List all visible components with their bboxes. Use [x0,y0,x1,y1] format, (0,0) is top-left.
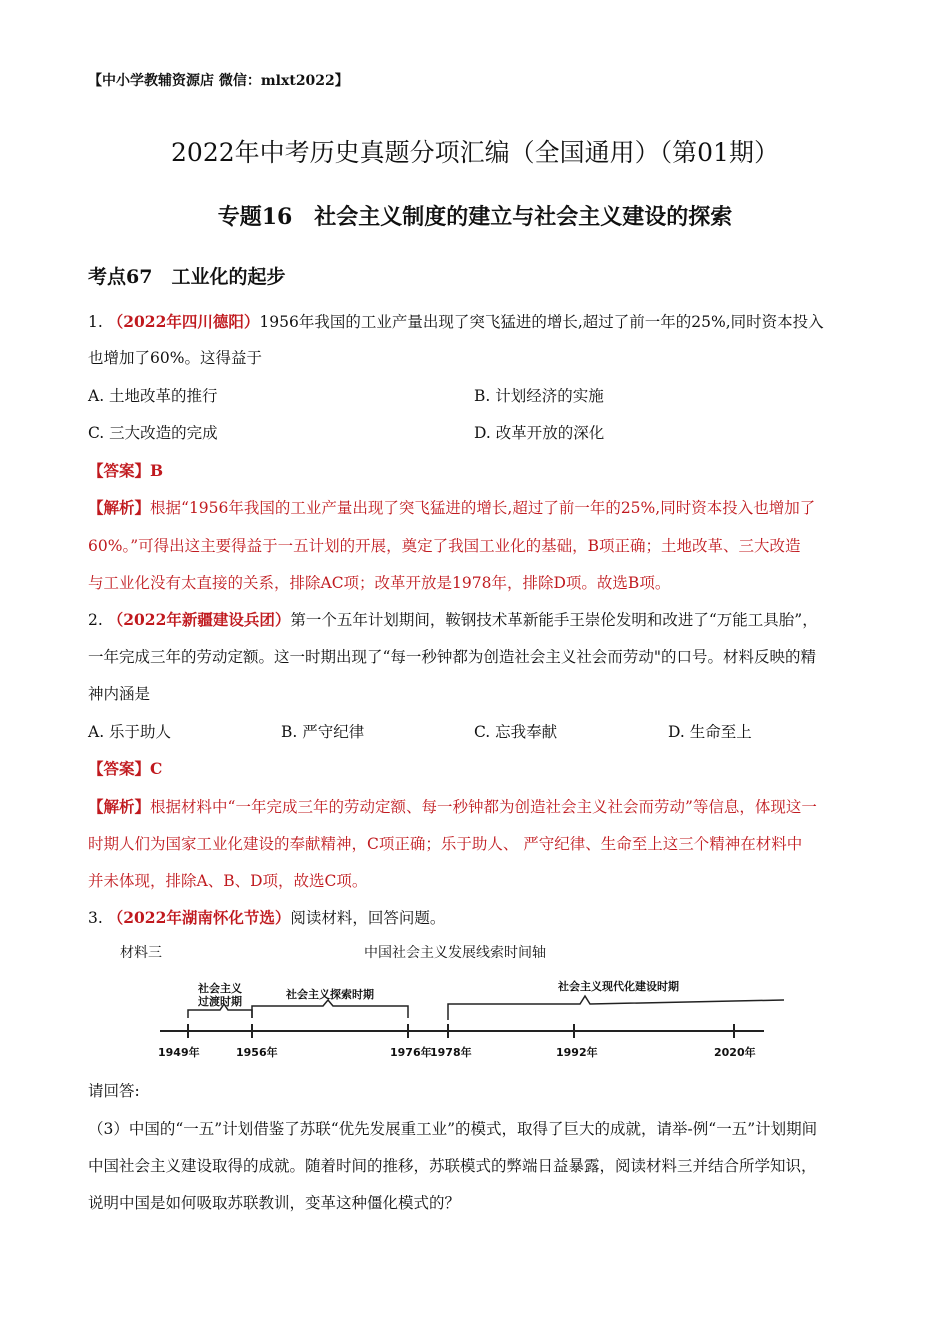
material-label: 材料三 [120,945,162,961]
year-2020: 2020年 [714,1046,756,1059]
q2-option-d: D. 生命至上 [668,723,752,741]
q1-analysis-text1: 根据“1956年我国的工业产量出现了突飞猛进的增长,超过了前一年的25%,同时资本投入也增加了 [150,499,816,517]
q2-answer-value: C [150,759,163,778]
q2-source: （2022年新疆建设兵团） [107,610,291,629]
q2-answer [88,757,868,779]
q1-number: 1. [88,313,103,331]
period-label-modernization: 社会主义现代化建设时期 [558,980,679,993]
q1-analysis-line3: 与工业化没有太直接的关系，排除AC项；改革开放是1978年，排除D项。故选B项。 [88,574,671,592]
q2-analysis-line3: 并未体现，排除A、B、D项，故选C项。 [88,872,368,890]
brace-exploration [252,1000,408,1018]
q3-stem [88,906,868,928]
q1-analysis-line1 [88,496,868,518]
q2-analysis-text1: 根据材料中“一年完成三年的劳动定额、每一秒钟都为创造社会主义社会而劳动”等信息，体现这一 [150,798,817,816]
q3-sub3-line2: 中国社会主义建设取得的成就。随着时间的推移，苏联模式的弊端日益暴露，阅读材料三并结合所学知识， [88,1157,817,1175]
q1-option-b: B. 计划经济的实施 [474,387,604,405]
q2-option-a: A. 乐于助人 [88,723,172,741]
year-1978: 1978年 [430,1046,472,1059]
document-subtitle: 专题16 社会主义制度的建立与社会主义建设的探索 [217,204,733,230]
brace-transition [188,1004,252,1018]
q3-number: 3. [88,909,103,927]
q1-analysis-line2: 60%。”可得出这主要得益于一五计划的开展，奠定了我国工业化的基础，B项正确；土地改革、三大改造 [88,537,801,555]
period-label-transition-line1: 社会主义 [198,982,242,995]
document-title: 2022年中考历史真题分项汇编（全国通用）（第01期） [171,138,779,167]
q2-stem-text1: 第一个五年计划期间，鞍钢技术革新能手王崇伦发明和改进了“万能工具胎”， [290,611,818,629]
q3-sub3-line3: 说明中国是如何吸取苏联教训，变革这种僵化模式的？ [88,1194,461,1212]
q3-prompt: 请回答: [88,1082,140,1100]
q1-stem-text1: 1956年我国的工业产量出现了突飞猛进的增长,超过了前一年的25%,同时资本投入 [259,313,824,331]
q3-sub3-line1: （3）中国的“一五”计划借鉴了苏联“优先发展重工业”的模式，取得了巨大的成就，请举-例“一五”计划期间 [88,1120,818,1138]
q2-stem-line1 [88,608,868,630]
year-1976: 1976年 [390,1046,432,1059]
period-label-transition-line2: 过渡时期 [198,995,242,1008]
q3-stem-text: 阅读材料，回答问题。 [290,909,446,927]
q1-answer-label: 【答案】 [88,461,151,480]
q1-option-d: D. 改革开放的深化 [474,424,605,442]
q2-analysis-label: 【解析】 [88,797,151,816]
q2-option-b: B. 严守纪律 [281,723,365,741]
period-label-exploration: 社会主义探索时期 [286,988,374,1001]
q1-answer-value: B [150,461,164,480]
year-1956: 1956年 [236,1046,278,1059]
q1-analysis-label: 【解析】 [88,498,151,517]
q2-answer-label: 【答案】 [88,759,151,778]
q2-stem-line3: 神内涵是 [88,685,151,703]
timeline-title: 中国社会主义发展线索时间轴 [364,945,546,961]
brace-modernization [448,996,784,1020]
q1-source: （2022年四川德阳） [107,312,260,331]
q3-source: （2022年湖南怀化节选） [107,908,291,927]
q1-stem-line2: 也增加了60%。这得益于 [88,349,262,367]
q2-analysis-line1 [88,795,868,817]
year-1992: 1992年 [556,1046,598,1059]
q2-number: 2. [88,611,103,629]
q1-option-a: A. 土地改革的推行 [88,387,218,405]
year-1949: 1949年 [158,1046,200,1059]
q1-option-c: C. 三大改造的完成 [88,424,218,442]
q2-option-c: C. 忘我奉献 [474,723,558,741]
q1-answer [88,459,868,481]
header-note: 【中小学教辅资源店 微信：mlxt2022】 [88,73,349,89]
q2-analysis-line2: 时期人们为国家工业化建设的奉献精神，C项正确；乐于助人、 严守纪律、生命至上这三个精神在材料中 [88,835,803,853]
section-heading: 考点67 工业化的起步 [88,266,286,288]
q1-stem-line1 [88,310,868,332]
q2-stem-line2: 一年完成三年的劳动定额。这一时期出现了“每一秒钟都为创造社会主义社会而劳动"的口号。材料反映的精 [88,648,817,666]
timeline-figure [118,938,798,1068]
